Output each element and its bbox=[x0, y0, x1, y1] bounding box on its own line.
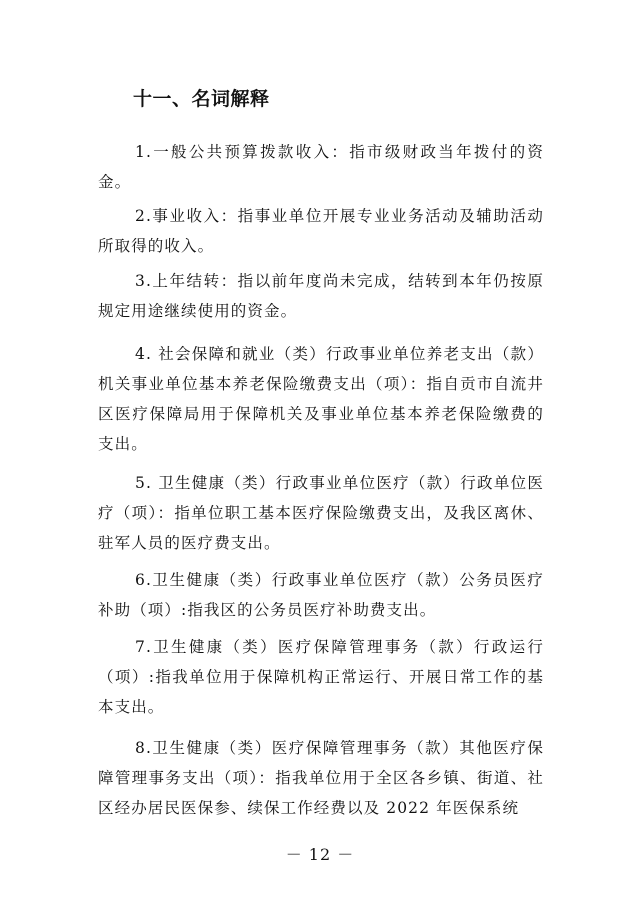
definition-paragraph-8: 8.卫生健康（类）医疗保障管理事务（款）其他医疗保障管理事务支出（项）：指我单位用于全区各乡镇、街道、社区经办居民医保参、续保工作经费以及 2022 年医保系统 bbox=[98, 739, 544, 817]
definition-paragraph-7: 7.卫生健康（类）医疗保障管理事务（款）行政运行（项）:指我单位用于保障机构正常运行、开展日常工作的基本支出。 bbox=[98, 638, 544, 716]
section-heading: 十一、名词解释 bbox=[133, 88, 270, 110]
definition-paragraph-6: 6.卫生健康（类）行政事业单位医疗（款）公务员医疗补助（项）:指我区的公务员医疗补助费支出。 bbox=[98, 571, 544, 619]
page-number: － 12 － bbox=[285, 845, 355, 864]
definition-paragraph-5: 5. 卫生健康（类）行政事业单位医疗（款）行政单位医疗（项）：指单位职工基本医疗保险缴费支出，及我区离休、驻军人员的医疗费支出。 bbox=[98, 474, 544, 552]
definition-paragraph-2: 2.事业收入：指事业单位开展专业业务活动及辅助活动所取得的收入。 bbox=[98, 207, 544, 255]
definition-paragraph-4: 4. 社会保障和就业（类）行政事业单位养老支出（款）机关事业单位基本养老保险缴费支出（项）：指自贡市自流井区医疗保障局用于保障机关及事业单位基本养老保险缴费的支出。 bbox=[98, 345, 544, 453]
definition-paragraph-1: 1.一般公共预算拨款收入：指市级财政当年拨付的资金。 bbox=[98, 143, 544, 191]
definition-paragraph-3: 3.上年结转：指以前年度尚未完成，结转到本年仍按原规定用途继续使用的资金。 bbox=[98, 272, 544, 320]
